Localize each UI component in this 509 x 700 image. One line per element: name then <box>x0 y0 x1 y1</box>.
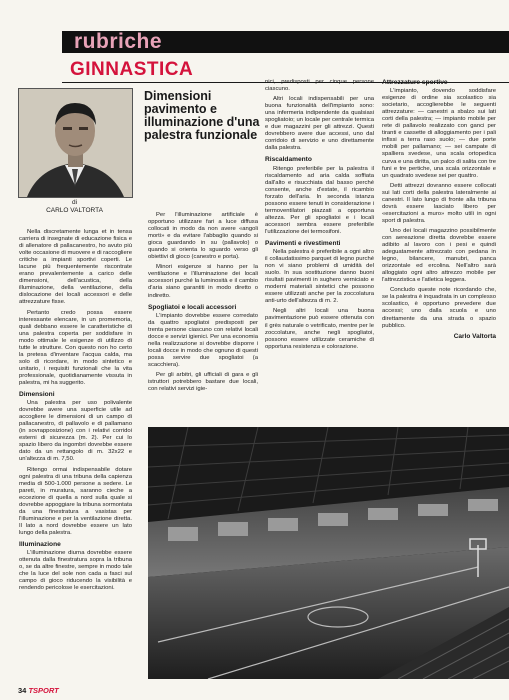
subheading-pavimenti: Pavimenti e rivestimenti <box>265 239 341 247</box>
section-banner <box>62 31 509 53</box>
magazine-logo: TSPORT <box>28 686 59 695</box>
paragraph: Concludo queste note ricordando che, se la palestra è inquadrata in un complesso scolastico, è opportuno prevedere due accessi; uno dalla scuola e uno direttamente da una strada o spazio pubblico. <box>382 287 496 329</box>
paragraph: L'impianto dovrebbe essere corredato da quattro spogliatoi predisposti per trenta persone ciascuno con relativi locali docce e servizi igienici. Per una economia nella realizzazione si dovrebbe disporre i locali docce in modo che ognuno di questi possa servire due spogliatoi (a scacchiera). <box>148 312 258 368</box>
page-footer <box>18 686 59 695</box>
signature: Carlo Valtorta <box>453 332 496 340</box>
paragraph: Minori esigenze si hanno per la ventilazione e l'illuminazione dei locali accessori purché la luminosità e il cambio d'aria siano garantiti in modo diretto o indiretto. <box>148 264 258 299</box>
paragraph: Ritengo ormai indispensabile dotare ogni palestra di una tribuna della capienza media di 500-1.000 persone a sedere. Le pareti, in muratura, saranno cieche a eccezione di quella a nord sulla quale si dovrebbe appoggiare la tribuna sormontata da una finestratura a vasistas per l'illuminazione e per la ventilazione diretta. Il lato a nord dovrebbe essere un lato lungo della palestra. <box>19 466 132 536</box>
article-headline: Dimensioni pavimento e illuminazione d'una palestra funzionale <box>144 89 260 142</box>
paragraph: Nella discretamente lunga et in tensa carriera di insegnate di educazione fisica e di allenatore di pallacanestro, ho avuto più volte occasione di muovere e di raccogliere critiche a impianti sportivi coperti. Le lacune più frequentemente riscontrate erano prevalentemente a carico delle dimensioni, dell'acustica, della illuminazione, della ventilazione, della dislocazione dei locali accessori e delle attrezzature fisse. <box>19 229 132 306</box>
column-2 <box>148 212 258 396</box>
paragraph: L'impianto, dovendo soddisfare esigenze di ordine sia scolastico sia societario, accoglierebbe le seguenti attrezzature: — canestri a sbalzo sui lati corti della palestra; — impianto mobile per rete di pallavolo realizzato con ganci per tiranti e cassette di alloggiamento per i pali infissi a terra raso suolo; — due porte mobili per pallamano; — sei campate di spalliera svedese, una scala ortopedica curva e una diritta, un palco di salita con tre funi e tre pertiche, una scala orizzontale e un quadrato svedese sei per quattro. <box>382 88 496 179</box>
column-3 <box>265 79 374 354</box>
paragraph: Una palestra per uso polivalente dovrebbe avere una superficie utile ad accogliere le dimensioni di un campo di pallacanestro, di pallavolo e di pallamano (in sovrapposizione) con i relativi corridoi esterni di sicurezza (m. 2). Per cui lo spazio libero da ingombri dovrebbe essere dato da un rettangolo di m. 32x22 e un'altezza di m. 7,50. <box>19 400 132 463</box>
paragraph: Nella palestra è preferibile a ogni altro il collaudatissimo parquet di legno purché non vi siano problemi di umidità del suolo. In sua sostituzione danno buoni risultati pavimenti in sughero verniciato e moderni materiali sintetici che possono essere utilizzati anche per la zoccolatura anti-urto dell'altezza di m. 2. <box>265 249 374 305</box>
subheading-illuminazione: Illuminazione <box>19 540 61 548</box>
subheading-riscaldamento: Riscaldamento <box>265 156 312 164</box>
paragraph: Detti attrezzi dovranno essere collocati sui lati corti della palestra lateralmente ai canestri. Il lato lungo di fronte alla tribuna dovrà essere lasciato libero per «esercitazioni a muro» molto utili in ogni sport di palestra. <box>382 182 496 224</box>
paragraph: Ritengo preferibile per la palestra il riscaldamento ad aria calda soffiata dall'alto e risucchiata dal basso perché consente, anche d'estate, il ricambio forzato dell'aria. In seconda istanza possono essere tenuti in considerazione i termoventilatori piazzati a opportuna altezza. Per gli spogliatoi e i locali accessori sembra essere preferibile l'utilizzazione dei termosifoni. <box>265 165 374 235</box>
author-photo <box>18 88 133 198</box>
paragraph: Negli altri locali una buona pavimentazione può essere ottenuta con il grès naturale o vetrificato, mentre per le zoccolature, anche negli spogliatoi, possono essere utilizzate ceramiche di opportuna resistenza e colorazione. <box>265 308 374 350</box>
paragraph: L'illuminazione diurna dovrebbe essere ottenuta dalla finestratura sopra la tribuna o, se da altre finestre, sempre in modo tale che la luce del sole non cada a fasci sul campo di gioco riducendo la visibilità e rendendo pericolose le esercitazioni. <box>19 550 132 592</box>
section-label: rubriche <box>74 30 163 53</box>
subheading-dimensioni: Dimensioni <box>19 391 55 399</box>
gym-photo <box>148 427 509 679</box>
column-4 <box>382 79 496 343</box>
author-caption <box>18 199 131 215</box>
subheading-attrezzature: Attrezzature sportive <box>382 79 448 86</box>
paragraph: Uno dei locali magazzino possibilmente con aereazione diretta dovrebbe essere adibito al lavoro con i pesi e quindi adeguatamente attrezzato con pedana in legno, bilancere, manubri, panca orizzontale ed ercolina. Nell'altro sarà alloggiato ogni altro attrezzo mobile per l'attrezzistica e l'atletica leggera. <box>382 227 496 284</box>
section-title: GINNASTICA <box>70 59 194 80</box>
caption-prefix: di <box>71 199 78 206</box>
paragraph: Per l'illuminazione artificiale è opportuno utilizzare fari a luce diffusa collocati in modo da non avere «angoli morti» e da evitare l'abbaglio quando si gioca guardando in su (pallavolo) o quando si orienta lo sguardo verso gli obiettivi di gioco (canestro e porta). <box>148 212 258 261</box>
paragraph: nici, predisposti per cinque persone ciascuno. <box>265 79 374 93</box>
page-number: 34 <box>18 686 27 695</box>
author-name: CARLO VALTORTA <box>46 207 103 214</box>
subheading-spogliatoi: Spogliatoi e locali accessori <box>148 303 237 311</box>
paragraph: Pertanto credo possa essere interessante elencare, in un promemoria, quali debbano essere le caratteristiche di una palestra coperta per soddisfare in modo ottimale le esigenze di utilizzo di tutte le strutture. Con questo non ho certo la pretesa d'inventare l'acqua calda, ma solo di ricordare, in modo sintetico e unitario, i requisiti funzionali che la vita professionale, quotidianamente vissuta in palestra, mi ha suggerito. <box>19 309 132 386</box>
column-1 <box>19 229 132 595</box>
paragraph: Altri locali indispensabili per una buona funzionalità dell'impianto sono: una infermeria indipendente da qualsiasi spogliatoio; un locale per centrale termica e due magazzini per gli attrezzi. Questi dovrebbero avere due accessi, uno dal corridoio di servizio e uno direttamente dalla palestra. <box>265 96 374 152</box>
paragraph: Per gli arbitri, gli ufficiali di gara e gli istruttori potrebbero bastare due locali, con relativi servizi igie- <box>148 371 258 393</box>
